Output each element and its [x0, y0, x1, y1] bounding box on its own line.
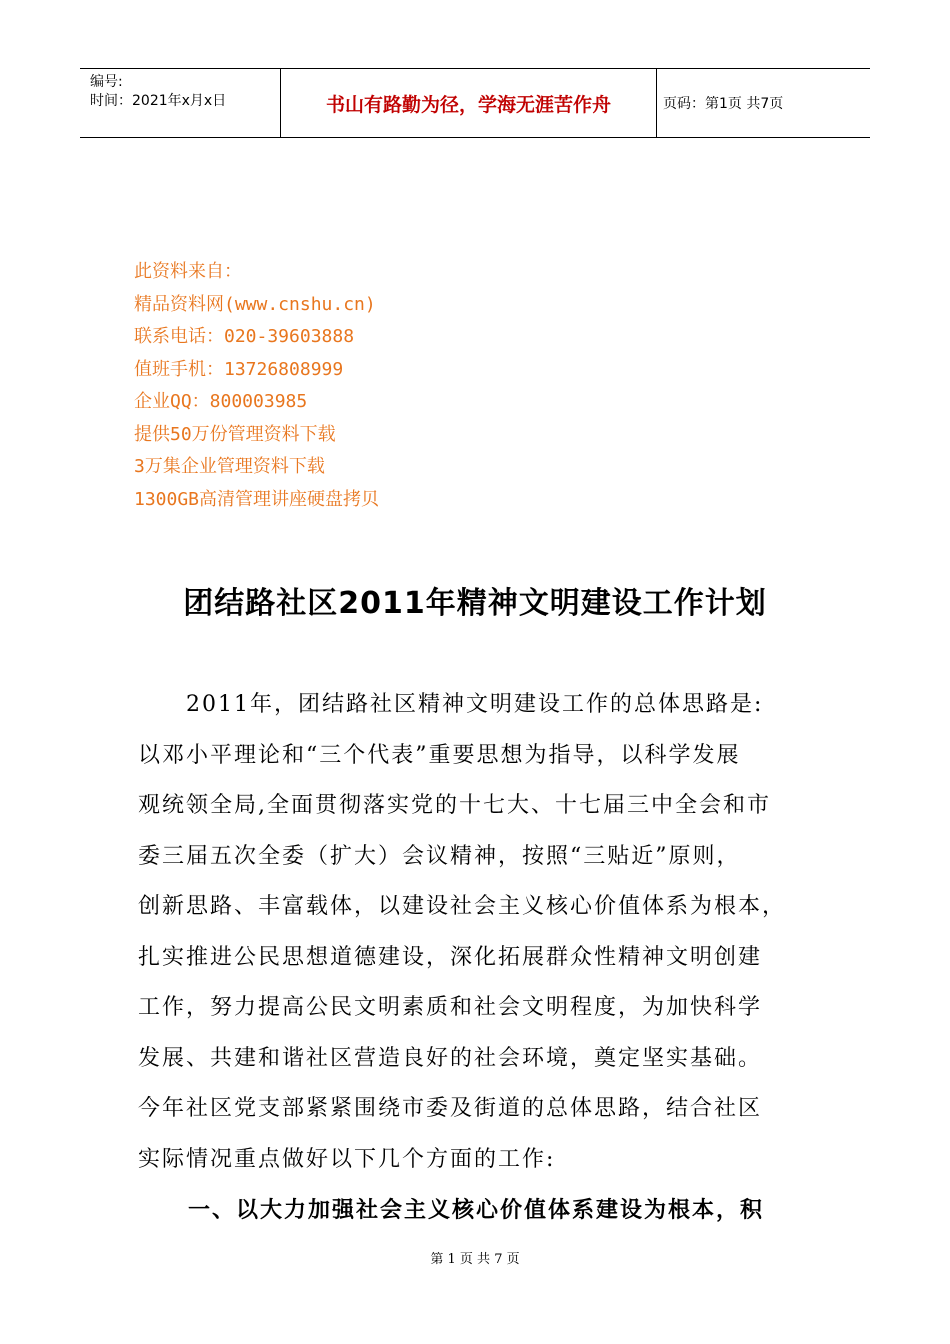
document-title: 团结路社区2011年精神文明建设工作计划 [183, 586, 767, 621]
document-body [138, 680, 828, 1236]
header-page-label: 页码：第1页 共7页 [663, 96, 784, 112]
source-line: 提供50万份管理资料下载 [134, 423, 336, 445]
body-line: 实际情况重点做好以下几个方面的工作: [138, 1146, 556, 1172]
body-line: 发展、共建和谐社区营造良好的社会环境，奠定坚实基础。 [138, 1045, 763, 1071]
header-meta [80, 69, 281, 137]
header-motto: 书山有路勤为径，学海无涯苦作舟 [281, 69, 657, 137]
section-heading: 一、以大力加强社会主义核心价值体系建设为根本，积 [188, 1197, 765, 1223]
source-line: 值班手机：13726808999 [134, 358, 344, 380]
source-line: 3万集企业管理资料下载 [134, 456, 325, 477]
source-line: 联系电话：020-39603888 [134, 326, 355, 347]
source-line: 此资料来自： [134, 261, 242, 282]
body-line: 扎实推进公民思想道德建设，深化拓展群众性精神文明创建 [138, 944, 763, 970]
document-number-label: 编号: [90, 74, 123, 90]
body-line: 创新思路、丰富载体，以建设社会主义核心价值体系为根本， [138, 894, 787, 919]
body-line: 观统领全局,全面贯彻落实党的十七大、十七届三中全会和市 [138, 793, 771, 818]
body-line: 以邓小平理论和“三个代表”重要思想为指导，以科学发展 [138, 742, 741, 768]
source-line: 精品资料网(www.cnshu.cn) [134, 293, 376, 315]
document-time-label: 时间：2021年x月x日 [90, 93, 227, 109]
page-header [80, 68, 870, 138]
body-line: 今年社区党支部紧紧围绕市委及街道的总体思路，结合社区 [138, 1096, 763, 1121]
source-line: 企业QQ：800003985 [134, 391, 308, 412]
body-line: 2011年，团结路社区精神文明建设工作的总体思路是: [186, 692, 764, 717]
page-footer: 第 1 页 共 7 页 [430, 1252, 520, 1267]
body-line: 工作，努力提高公民文明素质和社会文明程度，为加快科学 [138, 995, 763, 1020]
source-info-block [134, 256, 379, 516]
source-line: 1300GB高清管理讲座硬盘拷贝 [134, 488, 380, 510]
body-line: 委三届五次全委（扩大）会议精神，按照“三贴近”原则， [138, 843, 741, 869]
